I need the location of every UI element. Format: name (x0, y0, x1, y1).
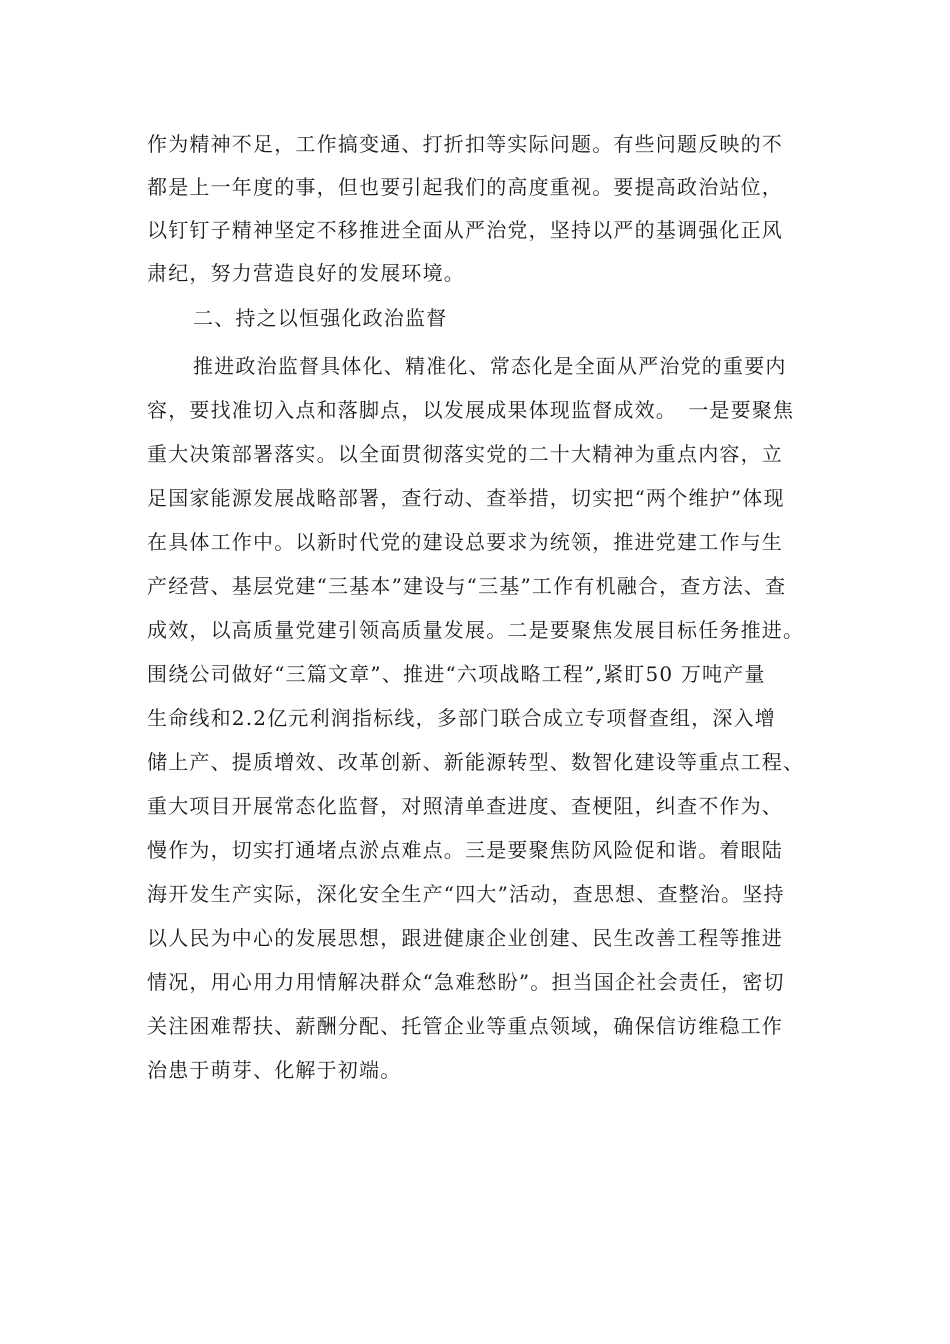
text-line: 围绕公司做好“三篇文章”、推进“六项战略工程”,紧盯50 万吨产量 (147, 662, 766, 686)
text-line: 作为精神不足，工作搞变通、打折扣等实际问题。有些问题反映的不 (147, 132, 783, 156)
text-line: 足国家能源发展战略部署，查行动、查举措，切实把“两个维护”体现 (147, 486, 785, 510)
text-line: 慢作为，切实打通堵点淤点难点。三是要聚焦防风险促和谐。着眼陆 (147, 838, 783, 862)
text-line: 在具体工作中。以新时代党的建设总要求为统领，推进党建工作与生 (147, 530, 783, 554)
text-line: 海开发生产实际，深化安全生产“四大”活动，查思想、查整治。坚持 (147, 882, 785, 906)
section-heading: 二、持之以恒强化政治监督 (193, 306, 448, 330)
text-line: 都是上一年度的事，但也要引起我们的高度重视。要提高政治站位， (147, 175, 783, 199)
text-line: 储上产、提质增效、改革创新、新能源转型、数智化建设等重点工程、 (147, 750, 805, 774)
text-line: 以钉钉子精神坚定不移推进全面从严治党，坚持以严的基调强化正风 (147, 218, 783, 242)
text-line: 肃纪，努力营造良好的发展环境。 (147, 261, 465, 285)
text-line: 产经营、基层党建“三基本”建设与“三基”工作有机融合，查方法、查 (147, 574, 787, 598)
text-line: 重大项目开展常态化监督，对照清单查进度、查梗阻，纠查不作为、 (147, 794, 783, 818)
text-line: 关注困难帮扶、薪酬分配、托管企业等重点领域，确保信访维稳工作 (147, 1014, 783, 1038)
text-line: 以人民为中心的发展思想，跟进健康企业创建、民生改善工程等推进 (147, 926, 783, 950)
text-line: 治患于萌芽、化解于初端。 (147, 1058, 402, 1082)
text-line: 重大决策部署落实。以全面贯彻落实党的二十大精神为重点内容，立 (147, 442, 783, 466)
text-line: 生命线和2.2亿元利润指标线，多部门联合成立专项督查组，深入增 (147, 706, 777, 730)
text-line: 情况，用心用力用情解决群众“急难愁盼”。担当国企社会责任，密切 (147, 970, 785, 994)
text-line: 成效，以高质量党建引领高质量发展。二是要聚焦发展目标任务推进。 (147, 618, 805, 642)
text-line: 推进政治监督具体化、精准化、常态化是全面从严治党的重要内 (193, 354, 787, 378)
text-line: 容，要找准切入点和落脚点，以发展成果体现监督成效。 一是要聚焦 (147, 398, 795, 422)
